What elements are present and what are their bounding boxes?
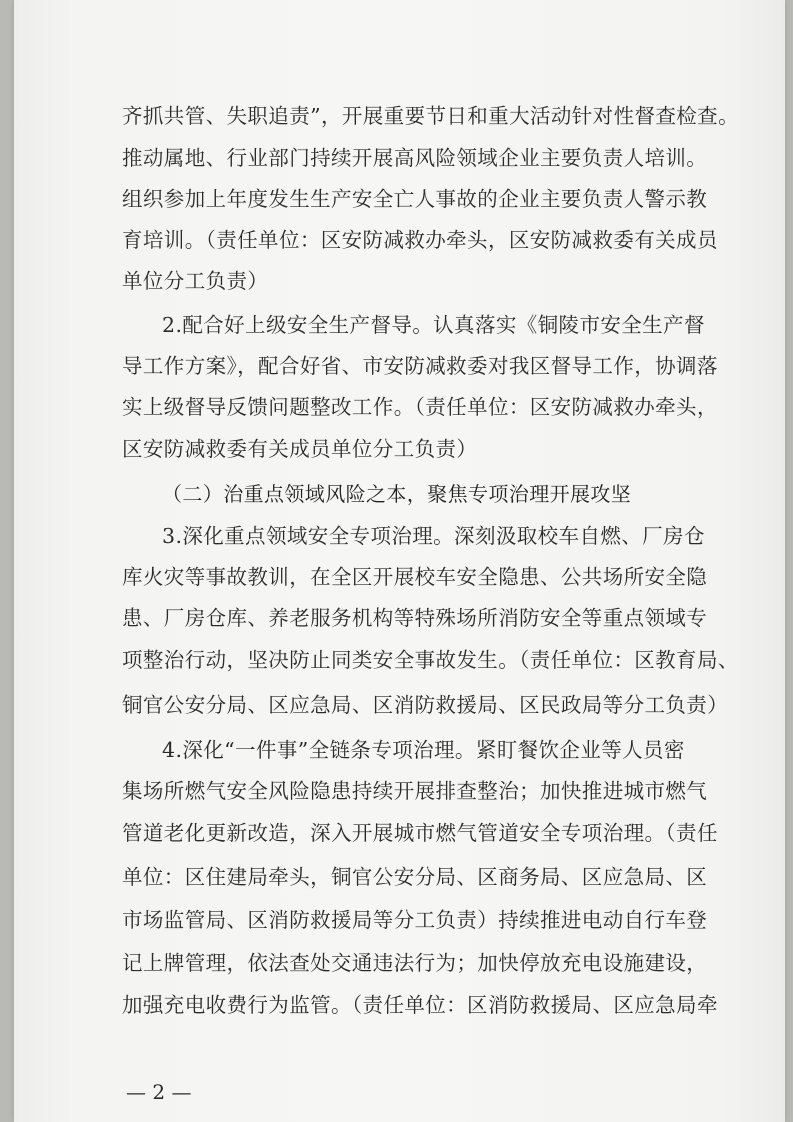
body-text-line: 区安防减救委有关成员单位分工负责） xyxy=(122,437,478,461)
body-text-line: 齐抓共管、失职追责”，开展重要节日和重大活动针对性督查检查。 xyxy=(122,104,739,128)
section-heading: （二）治重点领域风险之本，聚焦专项治理开展攻坚 xyxy=(162,482,632,506)
body-text-line: 单位：区住建局牵头，铜官公安分局、区商务局、区应急局、区 xyxy=(122,865,708,889)
body-text-line: 库火灾等事故教训，在全区开展校车安全隐患、公共场所安全隐 xyxy=(122,565,708,589)
page-number: — 2 — xyxy=(126,1080,192,1104)
body-text-line: 患、厂房仓库、养老服务机构等特殊场所消防安全等重点领域专 xyxy=(122,606,708,630)
body-text-line: 推动属地、行业部门持续开展高风险领域企业主要负责人培训。 xyxy=(122,146,708,170)
body-text-line: 育培训。（责任单位：区安防减救办牵头，区安防减救委有关成员 xyxy=(122,228,718,252)
body-text-line: 市场监管局、区消防救援局等分工负责）持续推进电动自行车登 xyxy=(122,908,708,932)
body-text-line: 实上级督导反馈问题整改工作。（责任单位：区安防减救办牵头， xyxy=(122,395,718,419)
body-text-line: 加强充电收费行为监管。（责任单位：区消防救援局、区应急局牵 xyxy=(122,993,718,1017)
body-text-line: 项整治行动，坚决防止同类安全事故发生。（责任单位：区教育局、 xyxy=(122,648,739,672)
paragraph-start-line: 2.配合好上级安全生产督导。认真落实《铜陵市安全生产督 xyxy=(162,313,705,337)
body-text-line: 导工作方案》，配合好省、市安防减救委对我区督导工作，协调落 xyxy=(122,354,718,378)
body-text-line: 集场所燃气安全风险隐患持续开展排查整治；加快推进城市燃气 xyxy=(122,779,708,803)
paragraph-start-line: 4.深化“一件事”全链条专项治理。紧盯餐饮企业等人员密 xyxy=(162,738,685,762)
paragraph-start-line: 3.深化重点领域安全专项治理。深刻汲取校车自燃、厂房仓 xyxy=(162,524,705,548)
body-text-line: 记上牌管理，依法查处交通违法行为；加快停放充电设施建设， xyxy=(122,951,708,975)
body-text-line: 铜官公安分局、区应急局、区消防救援局、区民政局等分工负责） xyxy=(122,693,729,717)
document-page xyxy=(14,0,785,1122)
body-text-line: 单位分工负责） xyxy=(122,269,269,293)
body-text-line: 管道老化更新改造，深入开展城市燃气管道安全专项治理。（责任 xyxy=(122,821,718,845)
body-text-line: 组织参加上年度发生生产安全亡人事故的企业主要负责人警示教 xyxy=(122,187,708,211)
